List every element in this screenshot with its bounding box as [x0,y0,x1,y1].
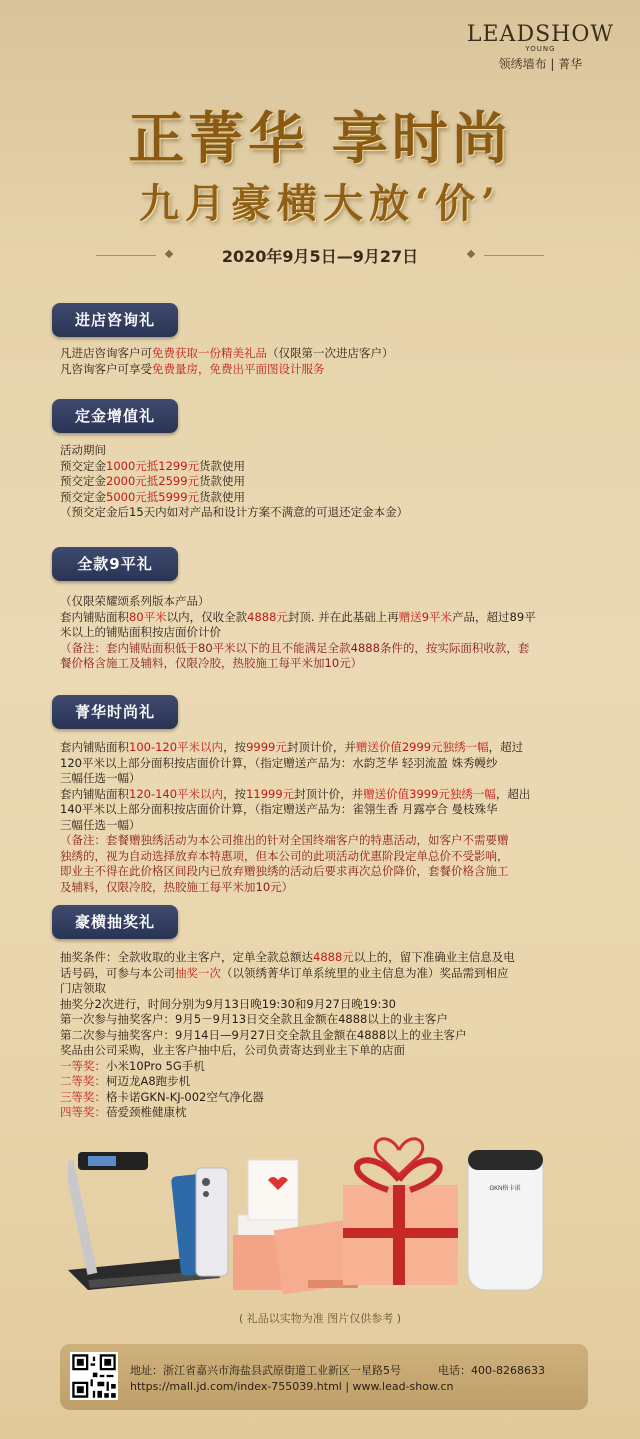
section-title-deposit-gift: 定金增值礼 [52,399,178,433]
text-run: ，超过 [488,740,524,754]
text-run: 预交定金 [60,458,106,473]
text-line [60,459,590,475]
text-run: 以上的，留下准确业主信息及电 [353,950,515,964]
text-run: 蓓爱颈椎健康枕 [106,1105,187,1119]
text-run: 120平米以上部分面积按店面价计算，（指定赠送产品为：水韵芝华 轻羽流盈 姝秀幔纱 [60,755,498,770]
text-line [60,740,590,756]
highlight-text: 二等奖： [60,1074,106,1088]
text-line [60,849,590,865]
text-line [60,1043,590,1059]
brand-chinese: 领绣墙布 | 菁华 [498,57,583,71]
text-line [60,818,590,834]
text-run: 活动期间 [60,443,106,457]
text-line [60,787,590,803]
highlight-text: 抽奖一次 [175,965,221,980]
text-line [60,966,590,982]
highlight-text: 即业主不得在此价格区间段内已放弃赠独绣的活动后要求再次总价降价，套餐价格含施工 [60,864,509,878]
text-run: 套内铺贴面积 [60,609,129,624]
highlight-text: 5000元抵5999元 [106,489,200,504]
text-line [60,1059,590,1075]
text-line [60,610,590,626]
text-run: 格卡诺GKN-KJ-002空气净化器 [106,1089,264,1104]
text-run: 预交定金 [60,474,106,488]
text-line [60,1105,590,1121]
section-body-fashion-gift [60,740,590,895]
text-line [60,880,590,896]
text-line [60,1012,590,1028]
highlight-text: 100-120平米以内 [129,740,224,754]
text-run: 第一次参与抽奖客户：9月5－9月13日交全款且金额在4888以上的业主客户 [60,1012,448,1026]
text-run: 第二次参与抽奖客户：9月14日—9月27日交全款且金额在4888以上的业主客户 [60,1027,467,1042]
footer-contact [130,1362,545,1378]
text-run: 奖品由公司采购，业主客户抽中后，公司负责寄达到业主下单的店面 [60,1043,405,1057]
text-run: 套内铺贴面积 [60,740,129,754]
highlight-text: 赠送价值2999元独绣一幅 [355,740,489,754]
section-body-consult-gift [60,346,590,377]
highlight-text: （备注：套餐赠独绣活动为本公司推出的针对全国终端客户的特惠活动，如客户不需要赠 [60,833,509,847]
text-run: 柯迈龙A8跑步机 [106,1074,191,1088]
headline: 正菁华 享时尚 [128,106,512,172]
text-line [60,864,590,880]
footer-address: 地址：浙江省嘉兴市海盐县武原街道工业新区一星路5号 [130,1364,401,1377]
text-run: 抽奖条件：全款收取的业主客户，定单全款总额达 [60,950,313,964]
text-run: 米以上的铺贴面积按店面价计价 [60,625,221,639]
highlight-text: 9999元 [246,740,287,754]
text-run: ，按 [223,740,247,754]
text-run: 140平米以上部分面积按店面价计算，（指定赠送产品为：雀翎生香 月露亭合 曼枝殊华 [60,802,498,816]
text-line [60,443,590,459]
highlight-text: 赠送价值3999元独绣一幅 [363,786,496,801]
brand-wordmark: LEADSHOW [466,22,614,47]
text-line [60,997,590,1013]
text-run: ，超出 [495,786,531,801]
text-line [60,981,590,997]
text-run: 产品，超过89平 [452,609,536,624]
text-run: 预交定金 [60,489,106,504]
text-run: 以内，仅收全款 [166,609,248,624]
text-line [60,641,590,657]
highlight-text: 4888元 [247,609,288,624]
highlight-text: 80平米 [129,609,167,624]
section-body-deposit-gift [60,443,590,521]
text-run: 货款使用 [199,458,246,473]
highlight-text: 餐价格含施工及辅料，仅限冷胶，热胶施工每平米加10元） [60,656,363,670]
text-line [60,505,590,521]
footer-bar [60,1344,588,1410]
text-run: 三幅任选一幅） [60,771,141,785]
text-run: 套内铺贴面积 [60,786,129,801]
text-line [60,490,590,506]
date-banner [96,242,544,268]
highlight-text: 及辅料，仅限冷胶，热胶施工每平米加10元） [60,879,294,894]
air-purifier-image [468,1150,543,1290]
text-line [60,1074,590,1090]
text-line [60,1028,590,1044]
text-line [60,950,590,966]
text-line [60,802,590,818]
text-run: （以领绣菁华订单系统里的业主信息为准）奖品需到相应 [221,965,509,980]
highlight-text: 赠送9平米 [398,609,453,624]
text-run: 凡进店咨询客户可 [60,346,152,360]
text-run: ，按 [223,786,247,801]
highlight-text: 120-140平米以内 [129,786,224,801]
section-title-consult-gift: 进店咨询礼 [52,303,178,337]
footer-links[interactable]: https://mall.jd.com/index-755039.html | www.lead-show.cn [130,1380,454,1393]
text-run: 货款使用 [199,474,246,488]
text-run: 货款使用 [199,489,246,504]
section-title-lottery-gift: 豪横抽奖礼 [52,905,178,939]
text-run: （仅限荣耀颂系列版本产品） [60,594,210,608]
text-run: （预交定金后15天内如对产品和设计方案不满意的可退还定金本金） [60,505,409,519]
text-run: 封顶. 并在此基础上再 [287,609,399,624]
qr-code-icon[interactable] [70,1352,118,1400]
highlight-text: 免费获取一份精美礼品 [152,346,267,360]
text-run: 三幅任选一幅） [60,817,141,832]
text-line [60,833,590,849]
brand-young: YOUNG [525,45,556,53]
section-title-full-payment-gift: 全款9平礼 [52,547,178,581]
text-run: 话号码，可参与本公司 [60,965,175,980]
highlight-text: （备注：套内铺贴面积低于80平米以下的且不能满足全款4888条件的，按实际面积收款，套 [60,640,530,655]
highlight-text: 四等奖： [60,1105,106,1119]
text-line [60,756,590,772]
highlight-text: 4888元 [313,950,354,964]
highlight-text: 独绣的，视为自动选择放弃本特惠项，但本公司的此项活动优惠阶段定单总价不受影响， [60,848,509,863]
brand-logo [467,22,614,72]
section-body-lottery-gift [60,950,590,1121]
text-line [60,594,590,610]
highlight-text: 三等奖： [60,1089,106,1104]
section-title-fashion-gift: 菁华时尚礼 [52,695,178,729]
text-run: 小米10Pro 5G手机 [106,1058,205,1073]
text-run: 门店领取 [60,981,106,995]
prize-caption: ( 礼品以实物为准 图片仅供参考 ) [238,1312,402,1325]
subheadline: 九月豪横大放‘价’ [139,180,501,227]
text-run: 凡咨询客户可享受 [60,361,152,376]
highlight-text: 一等奖： [60,1058,106,1073]
footer-phone[interactable]: 电话：400-8268633 [438,1364,545,1377]
highlight-text: 免费量房，免费出平面图设计服务 [152,361,325,376]
text-run: 封顶计价，并 [294,786,364,801]
text-line [60,362,590,378]
text-line [60,625,590,641]
text-line [60,346,590,362]
highlight-text: 1000元抵1299元 [106,458,200,473]
divider-right [484,255,544,256]
text-run: 抽奖分2次进行，时间分别为9月13日晚19:30和9月27日晚19:30 [60,996,396,1011]
highlight-text: 11999元 [246,786,295,801]
text-line [60,656,590,672]
text-line [60,1090,590,1106]
text-line [60,771,590,787]
purifier-brand: GKN格卡诺 [489,1186,521,1192]
highlight-text: 2000元抵2599元 [106,474,200,488]
text-line [60,474,590,490]
section-body-full-payment-gift [60,594,590,672]
prize-illustration [68,1130,568,1300]
text-run: 封顶计价，并 [286,740,356,754]
event-date: 2020年9月5日—9月27日 [221,247,419,266]
text-run: （仅限第一次进店客户） [267,346,394,360]
